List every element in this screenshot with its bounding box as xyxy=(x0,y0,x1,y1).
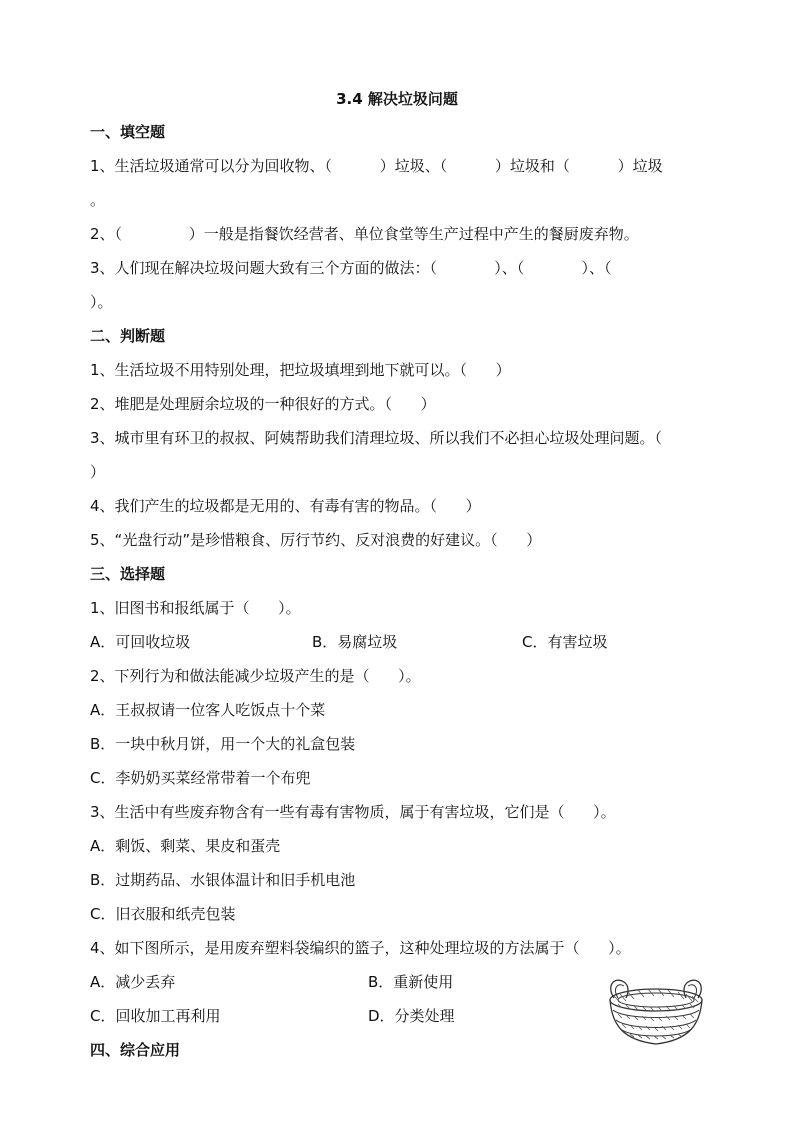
judge-question-5: 5、“光盘行动”是珍惜粮食、厉行节约、反对浪费的好建议。（ ） xyxy=(90,531,542,549)
fill-question-3-cont: ）。 xyxy=(90,293,113,311)
section-heading-choice: 三、选择题 xyxy=(90,565,166,583)
judge-question-3: 3、城市里有环卫的叔叔、阿姨帮助我们清理垃圾、所以我们不必担心垃圾处理问题。（ xyxy=(90,429,663,447)
section-heading-fill: 一、填空题 xyxy=(90,123,166,141)
choice-question-4: 4、如下图所示，是用废弃塑料袋编织的篮子，这种处理垃圾的方法属于（ ）。 xyxy=(90,939,631,957)
choice-1-option-b: B．易腐垃圾 xyxy=(312,633,398,651)
fill-question-2: 2、（ ）一般是指餐饮经营者、单位食堂等生产过程中产生的餐厨废弃物。 xyxy=(90,225,639,243)
fill-question-1: 1、生活垃圾通常可以分为回收物、（ ）垃圾、（ ）垃圾和（ ）垃圾 xyxy=(90,157,663,175)
page-title: 3.4 解决垃圾问题 xyxy=(336,90,458,108)
choice-4-option-d: D．分类处理 xyxy=(368,1007,455,1025)
woven-basket-icon xyxy=(604,974,708,1050)
choice-question-1: 1、旧图书和报纸属于（ ）。 xyxy=(90,599,301,617)
choice-3-option-c: C．旧衣服和纸壳包装 xyxy=(90,905,236,923)
choice-1-option-c: C．有害垃圾 xyxy=(522,633,608,651)
judge-question-4: 4、我们产生的垃圾都是无用的、有毒有害的物品。（ ） xyxy=(90,497,481,515)
choice-3-option-b: B．过期药品、水银体温计和旧手机电池 xyxy=(90,871,356,889)
choice-question-2: 2、下列行为和做法能减少垃圾产生的是（ ）。 xyxy=(90,667,421,685)
choice-4-option-c: C．回收加工再利用 xyxy=(90,1007,221,1025)
fill-question-3: 3、人们现在解决垃圾问题大致有三个方面的做法：（ ）、（ ）、（ xyxy=(90,259,612,277)
choice-4-option-b: B．重新使用 xyxy=(368,973,454,991)
choice-2-option-c: C．李奶奶买菜经常带着一个布兜 xyxy=(90,769,311,787)
choice-2-option-b: B．一块中秋月饼，用一个大的礼盒包装 xyxy=(90,735,356,753)
choice-2-option-a: A．王叔叔请一位客人吃饭点十个菜 xyxy=(90,701,326,719)
judge-question-2: 2、堆肥是处理厨余垃圾的一种很好的方式。（ ） xyxy=(90,395,436,413)
choice-question-3: 3、生活中有些废弃物含有一些有毒有害物质，属于有害垃圾，它们是（ ）。 xyxy=(90,803,616,821)
choice-3-option-a: A．剩饭、剩菜、果皮和蛋壳 xyxy=(90,837,281,855)
judge-question-3-cont: ） xyxy=(90,463,106,481)
fill-question-1-cont: 。 xyxy=(90,191,106,209)
choice-1-option-a: A．可回收垃圾 xyxy=(90,633,191,651)
section-heading-judge: 二、判断题 xyxy=(90,327,166,345)
judge-question-1: 1、生活垃圾不用特别处理，把垃圾填埋到地下就可以。（ ） xyxy=(90,361,511,379)
section-heading-apply: 四、综合应用 xyxy=(90,1041,181,1059)
choice-4-option-a: A．减少丢弃 xyxy=(90,973,176,991)
